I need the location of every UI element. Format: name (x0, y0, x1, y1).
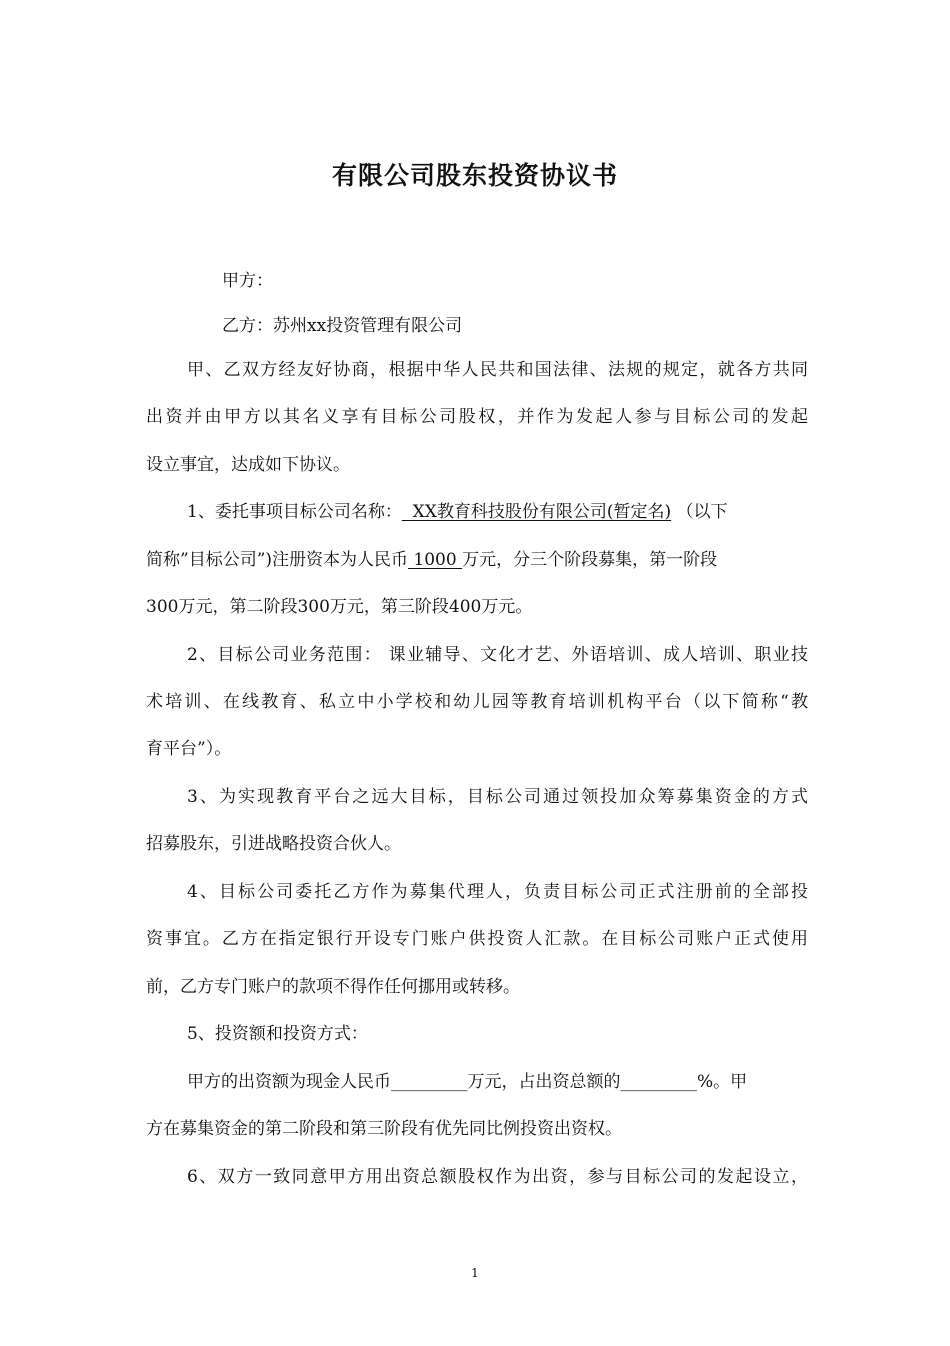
party-a: 甲方： (222, 271, 273, 291)
clause-5-text-b: 万元，占出资总额的 (467, 1072, 621, 1092)
clause-1-line-3: 300万元，第二阶段300万元，第三阶段400万元。 (146, 597, 533, 617)
clause-1-suffix: （以下 (671, 502, 728, 522)
clause-1-line-1 (187, 499, 808, 525)
clause-1-prefix: 1、委托事项目标公司名称： (187, 502, 402, 522)
clause-1-line-2 (146, 547, 808, 573)
clause-3-line-2: 招募股东，引进战略投资合伙人。 (146, 834, 401, 854)
intro-line-1: 甲、乙双方经友好协商，根据中华人民共和国法律、法规的规定，就各方共同 (187, 360, 808, 380)
clause-5-line-2: 方在募集资金的第二阶段和第三阶段有优先同比例投资出资权。 (146, 1119, 622, 1139)
company-name: XX教育科技股份有限公司(暂定名) (401, 502, 672, 522)
clause-5-heading: 5、投资额和投资方式： (187, 1024, 368, 1044)
clause-4-line-2: 资事宜。乙方在指定银行开设专门账户供投资人汇款。在目标公司账户正式使用 (146, 929, 808, 949)
clause-4-line-3: 前，乙方专门账户的款项不得作任何挪用或转移。 (146, 977, 520, 997)
percentage-blank: _________ (620, 1072, 697, 1092)
intro-line-2: 出资并由甲方以其名义享有目标公司股权，并作为发起人参与目标公司的发起 (146, 407, 808, 427)
clause-3-line-1: 3、为实现教育平台之远大目标，目标公司通过领投加众筹募集资金的方式 (187, 787, 808, 807)
clause-5-text-a: 甲方的出资额为现金人民币 (187, 1072, 391, 1092)
clause-2-line-1: 2、目标公司业务范围： 课业辅导、文化才艺、外语培训、成人培训、职业技 (187, 645, 808, 665)
clause-5-line-1 (187, 1069, 808, 1095)
clause-5-text-c: %。甲 (697, 1072, 748, 1092)
document-title: 有限公司股东投资协议书 (331, 161, 618, 190)
registered-capital: 1000 (408, 550, 463, 570)
clause-2-line-2: 术培训、在线教育、私立中小学校和幼儿园等教育培训机构平台（以下简称“教 (146, 692, 808, 712)
clause-2-line-3: 育平台”）。 (146, 739, 232, 759)
amount-blank: _________ (391, 1072, 468, 1092)
clause-4-line-1: 4、目标公司委托乙方作为募集代理人，负责目标公司正式注册前的全部投 (187, 882, 808, 902)
clause-6-line-1: 6、双方一致同意甲方用出资总额股权作为出资，参与目标公司的发起设立， (187, 1167, 808, 1187)
intro-line-3: 设立事宜，达成如下协议。 (146, 455, 350, 475)
party-b: 乙方：苏州xx投资管理有限公司 (222, 316, 463, 336)
clause-1-line2-prefix: 简称”目标公司”)注册资本为人民币 (146, 550, 409, 570)
page-number: 1 (471, 1266, 479, 1280)
clause-1-line2-suffix: 万元，分三个阶段募集，第一阶段 (462, 550, 718, 570)
